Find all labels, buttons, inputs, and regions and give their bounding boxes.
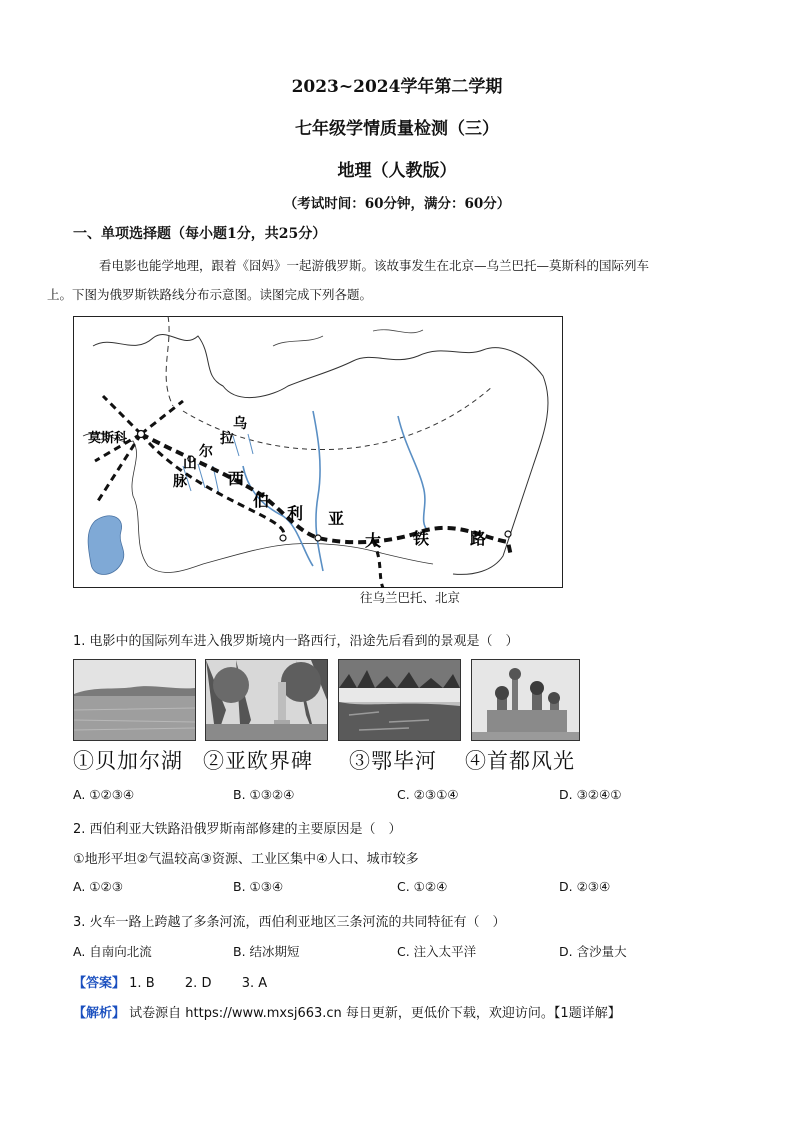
analysis-row xyxy=(73,1002,621,1021)
answer-3: 3. A xyxy=(241,976,268,991)
intro-line-1: 看电影也能学地理，跟着《囧妈》一起游俄罗斯。该故事发生在北京—乌兰巴托—莫斯科的国际列车 xyxy=(99,258,650,273)
q2-option-a[interactable]: A. ①②③ xyxy=(73,879,123,894)
intro-paragraph xyxy=(47,251,723,309)
q1-option-d[interactable]: D. ③②④① xyxy=(559,787,622,802)
section-title: 一、单项选择题（每小题1分，共25分） xyxy=(73,226,327,242)
q2-option-d[interactable]: D. ②③④ xyxy=(559,879,611,894)
map-label-railway-3: 路 xyxy=(470,531,487,548)
map-label-railway-2: 铁 xyxy=(413,531,430,548)
q3-option-d[interactable]: D. 含沙量大 xyxy=(559,944,627,959)
photo-labels-row xyxy=(73,745,633,775)
q1-option-b[interactable]: B. ①③②④ xyxy=(233,787,295,802)
photo-label-2: ②亚欧界碑 xyxy=(203,749,313,773)
map-label-ural-3: 尔 xyxy=(199,443,213,459)
subject-title: 地理（人教版） xyxy=(337,161,457,181)
q3-option-a[interactable]: A. 自南向北流 xyxy=(73,944,152,959)
map-label-ural-1: 乌 xyxy=(233,415,247,431)
photo-label-4: ④首都风光 xyxy=(465,749,575,773)
q1-option-c[interactable]: C. ②③①④ xyxy=(397,787,459,802)
question-2-stem: 2. 西伯利亚大铁路沿俄罗斯南部修建的主要原因是（ ） xyxy=(73,822,402,837)
exam-name-title: 七年级学情质量检测（三） xyxy=(295,119,499,139)
question-3-stem: 3. 火车一路上跨越了多条河流，西伯利亚地区三条河流的共同特征有（ ） xyxy=(73,915,506,930)
photo-ob-river xyxy=(338,659,461,741)
exam-year-title: 2023~2024学年第二学期 xyxy=(291,77,503,97)
q3-option-b[interactable]: B. 结冰期短 xyxy=(233,944,300,959)
map-label-siberia-2: 伯 xyxy=(253,493,270,510)
photo-baikal xyxy=(73,659,196,741)
photo-boundary-monument xyxy=(205,659,328,741)
analysis-label: 【解析】 xyxy=(73,1006,126,1021)
map-label-ural-4: 山 xyxy=(183,455,197,471)
map-label-siberia-3: 利 xyxy=(287,506,304,523)
map-label-moscow: 莫斯科 xyxy=(88,430,128,445)
map-label-ural-5: 脉 xyxy=(173,473,187,489)
question-2-reasons: ①地形平坦②气温较高③资源、工业区集中④人口、城市较多 xyxy=(73,852,419,867)
russia-railway-map xyxy=(73,316,563,588)
q3-option-c[interactable]: C. 注入太平洋 xyxy=(397,944,477,959)
question-1-stem: 1. 电影中的国际列车进入俄罗斯境内一路西行，沿途先后看到的景观是（ ） xyxy=(73,634,519,649)
exam-time-note: （考试时间：60分钟，满分：60分） xyxy=(283,196,511,212)
map-caption-direction: 往乌兰巴托、北京 xyxy=(360,590,461,605)
q2-option-b[interactable]: B. ①③④ xyxy=(233,879,284,894)
map-label-railway-1: 大 xyxy=(365,533,382,550)
answer-2: 2. D xyxy=(184,976,212,991)
answer-label: 【答案】 xyxy=(73,976,126,991)
photo-label-3: ③鄂毕河 xyxy=(349,749,437,773)
q1-option-a[interactable]: A. ①②③④ xyxy=(73,787,135,802)
photo-capital-cathedral xyxy=(471,659,580,741)
intro-line-2: 上。下图为俄罗斯铁路线分布示意图。读图完成下列各题。 xyxy=(47,287,373,302)
answer-row xyxy=(73,972,267,991)
map-label-siberia-4: 亚 xyxy=(328,511,345,528)
map-label-siberia-1: 西 xyxy=(228,471,245,488)
q2-option-c[interactable]: C. ①②④ xyxy=(397,879,448,894)
answer-1: 1. B xyxy=(129,976,155,991)
analysis-text[interactable]: 试卷源自 https://www.mxsj663.cn 每日更新，更低价下载，欢迎访问。【1题详解】 xyxy=(129,1006,621,1021)
photo-label-1: ①贝加尔湖 xyxy=(73,749,183,773)
map-label-ural-2: 拉 xyxy=(220,430,234,446)
